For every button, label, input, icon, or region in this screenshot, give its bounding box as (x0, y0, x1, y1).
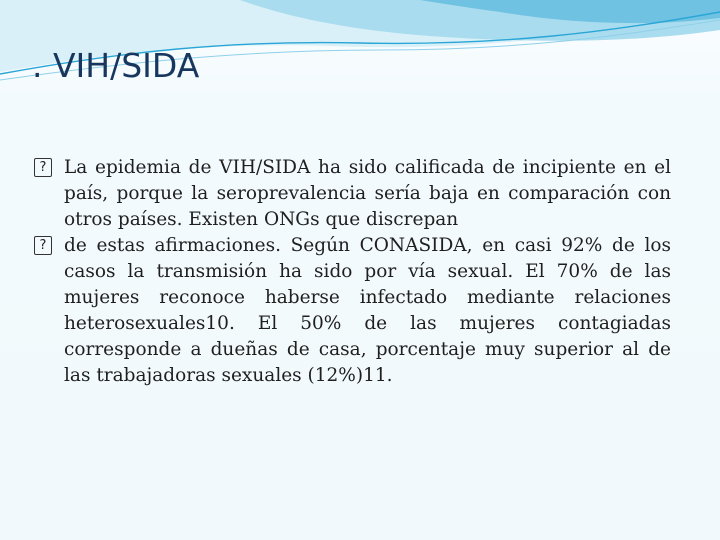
paragraph-2-text: de estas afirmaciones. Según CONASIDA, en casi 92% de los casos la transmisión ha sido por vía sexual. El 70% de las mujeres reconoce haberse infectado mediante relaciones heterosexuales10. El 50% de las mujeres contagiadas corresponde a dueñas de casa, porcentaje muy superior al de las trabajadoras sexuales (12%)11. (64, 235, 671, 386)
paragraph-2 (34, 233, 671, 389)
slide-body (34, 155, 671, 389)
paragraph-1 (34, 155, 671, 233)
page-title: . VIH/SIDA (32, 46, 200, 85)
bullet-icon: ? (34, 158, 52, 177)
bullet-icon: ? (34, 236, 52, 255)
paragraph-1-text: La epidemia de VIH/SIDA ha sido calificada de incipiente en el país, porque la seroprevalencia sería baja en comparación con otros países. Existen ONGs que discrepan (64, 157, 671, 230)
